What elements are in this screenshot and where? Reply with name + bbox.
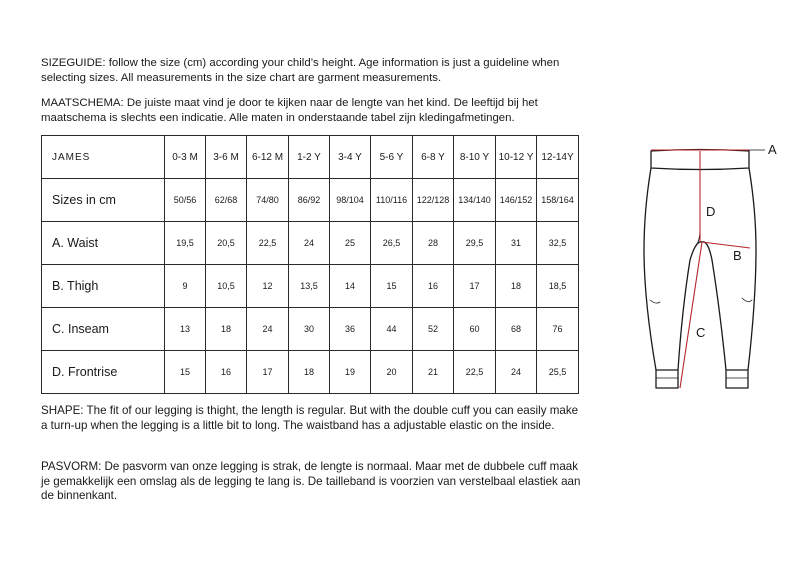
table-cell: 15 xyxy=(165,351,206,394)
table-cell: 17 xyxy=(454,265,496,308)
table-cell: 68 xyxy=(496,308,537,351)
table-cell: 14 xyxy=(330,265,371,308)
size-label: 3-4 Y xyxy=(330,136,371,179)
table-row xyxy=(42,265,579,308)
size-label: 8-10 Y xyxy=(454,136,496,179)
table-row xyxy=(42,179,579,222)
sizeguide-text: SIZEGUIDE: follow the size (cm) according your child’s height. Age information is just a guideline when selecting sizes. All measurements in the size chart are garment measurements. xyxy=(41,57,560,84)
row-label: B. Thigh xyxy=(42,265,165,308)
table-cell: 18 xyxy=(496,265,537,308)
table-cell: 36 xyxy=(330,308,371,351)
thigh-line-b xyxy=(702,242,750,248)
table-cell: 62/68 xyxy=(206,179,247,222)
table-cell: 122/128 xyxy=(413,179,454,222)
table-cell: 20 xyxy=(371,351,413,394)
pasvorm-text: PASVORM: De pasvorm van onze legging is strak, de lengte is normaal. Maar met de dubbele cuff maak je gemakkelijk een omslag als de legging te lang is. De tailleband is voorzien van verstelbaal elastiek aan de binnenkant. xyxy=(41,460,581,503)
table-cell: 22,5 xyxy=(454,351,496,394)
maatschema-text: MAATSCHEMA: De juiste maat vind je door te kijken naar de lengte van het kind. De leeftijd bij het maatschema is slechts een indicatie. Alle maten in onderstaande tabel zijn kledingafmetingen. xyxy=(41,97,538,124)
table-cell: 74/80 xyxy=(247,179,289,222)
table-cell: 17 xyxy=(247,351,289,394)
table-cell: 28 xyxy=(413,222,454,265)
row-label: A. Waist xyxy=(42,222,165,265)
size-header-row xyxy=(42,136,579,179)
table-cell: 18 xyxy=(206,308,247,351)
table-cell: 134/140 xyxy=(454,179,496,222)
table-cell: 32,5 xyxy=(537,222,579,265)
table-cell: 9 xyxy=(165,265,206,308)
table-row xyxy=(42,222,579,265)
table-cell: 26,5 xyxy=(371,222,413,265)
label-a: A xyxy=(768,142,777,157)
measurement-lines xyxy=(651,150,750,388)
size-label: 1-2 Y xyxy=(289,136,330,179)
table-cell: 18 xyxy=(289,351,330,394)
table-cell: 21 xyxy=(413,351,454,394)
table-cell: 86/92 xyxy=(289,179,330,222)
table-cell: 98/104 xyxy=(330,179,371,222)
table-cell: 24 xyxy=(496,351,537,394)
table-cell: 30 xyxy=(289,308,330,351)
size-label: 0-3 M xyxy=(165,136,206,179)
table-cell: 18,5 xyxy=(537,265,579,308)
table-cell: 12 xyxy=(247,265,289,308)
size-label: 12-14Y xyxy=(537,136,579,179)
legging-measurement-diagram xyxy=(620,130,780,400)
table-cell: 25,5 xyxy=(537,351,579,394)
table-cell: 158/164 xyxy=(537,179,579,222)
table-cell: 13,5 xyxy=(289,265,330,308)
table-cell: 10,5 xyxy=(206,265,247,308)
table-cell: 24 xyxy=(247,308,289,351)
table-cell: 24 xyxy=(289,222,330,265)
table-cell: 19 xyxy=(330,351,371,394)
size-chart-table xyxy=(41,135,579,394)
table-cell: 25 xyxy=(330,222,371,265)
table-cell: 44 xyxy=(371,308,413,351)
size-label: 6-8 Y xyxy=(413,136,454,179)
size-label: 3-6 M xyxy=(206,136,247,179)
table-row xyxy=(42,351,579,394)
table-cell: 146/152 xyxy=(496,179,537,222)
label-b: B xyxy=(733,248,742,263)
label-d: D xyxy=(706,204,716,219)
table-cell: 110/116 xyxy=(371,179,413,222)
product-title: JAMES xyxy=(42,136,165,179)
shape-text: SHAPE: The fit of our legging is thight, the length is regular. But with the double cuff you can easily make a turn-up when the legging is a little bit to long. The waistband has a adjustable elastic on the inside. xyxy=(41,404,579,432)
table-cell: 52 xyxy=(413,308,454,351)
row-label: D. Frontrise xyxy=(42,351,165,394)
table-cell: 19,5 xyxy=(165,222,206,265)
table-cell: 29,5 xyxy=(454,222,496,265)
size-label: 6-12 M xyxy=(247,136,289,179)
row-label: C. Inseam xyxy=(42,308,165,351)
table-cell: 15 xyxy=(371,265,413,308)
table-cell: 60 xyxy=(454,308,496,351)
table-cell: 22,5 xyxy=(247,222,289,265)
table-cell: 16 xyxy=(413,265,454,308)
table-row xyxy=(42,308,579,351)
size-label: 10-12 Y xyxy=(496,136,537,179)
table-cell: 13 xyxy=(165,308,206,351)
size-label: 5-6 Y xyxy=(371,136,413,179)
row-label: Sizes in cm xyxy=(42,179,165,222)
table-cell: 50/56 xyxy=(165,179,206,222)
label-c: C xyxy=(696,325,706,340)
table-cell: 20,5 xyxy=(206,222,247,265)
table-cell: 76 xyxy=(537,308,579,351)
table-cell: 31 xyxy=(496,222,537,265)
table-cell: 16 xyxy=(206,351,247,394)
